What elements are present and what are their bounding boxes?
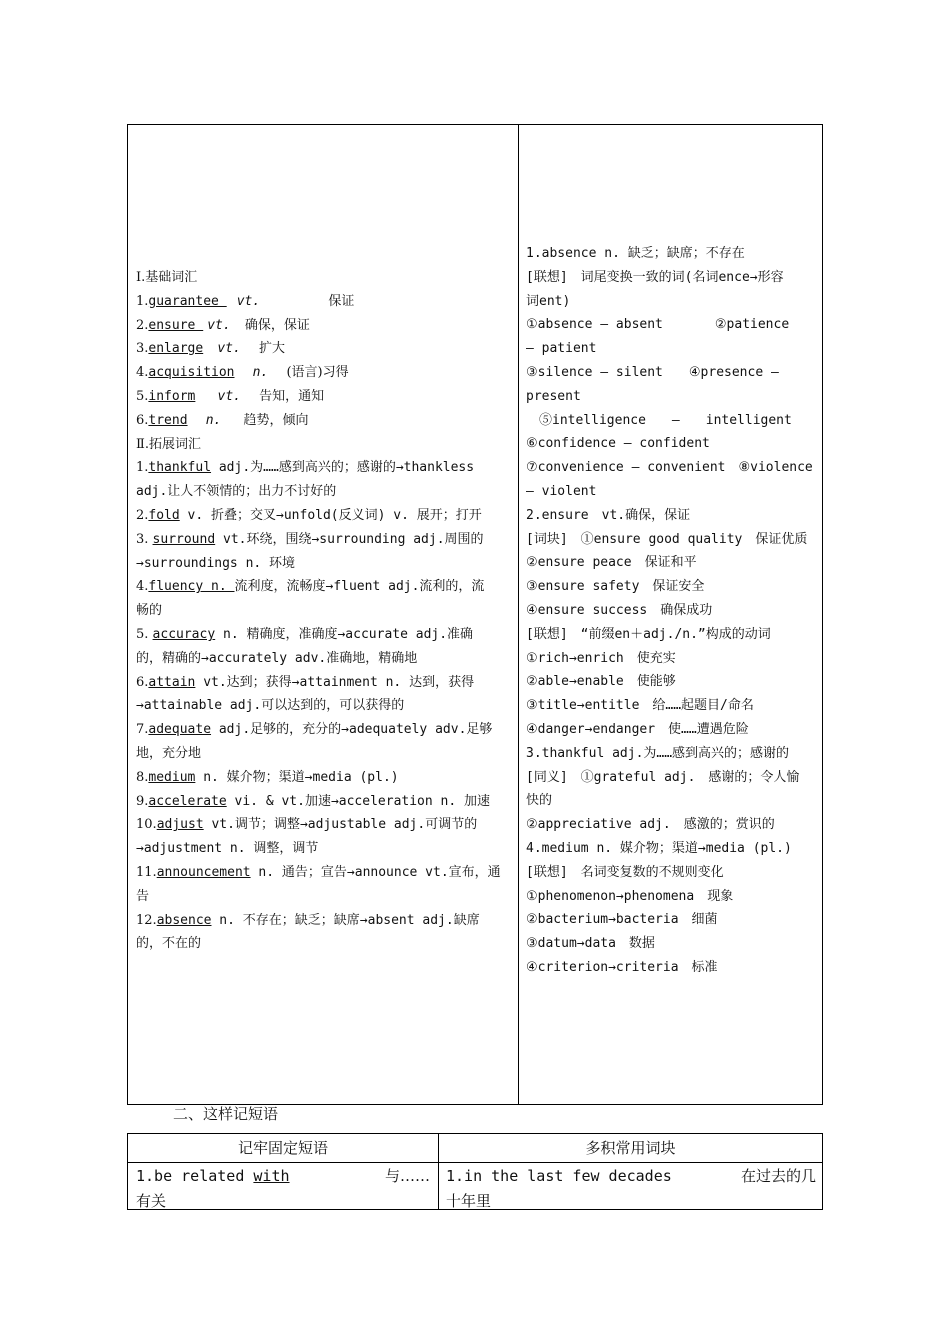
phrase-header-rule — [128, 1162, 822, 1163]
note-line: ⑥confidence — confident — [526, 436, 710, 452]
extended-word-item: 12.absence n. 不存在；缺乏；缺席→absent adj.缺席 的，不在的 — [136, 912, 480, 952]
basic-word-item: 5.inform vt. 告知，通知 — [136, 388, 325, 404]
note-line: ④ensure success 确保成功 — [526, 602, 713, 618]
note-line: ①phenomenon→phenomena 现象 — [526, 888, 734, 904]
basic-word-item: 3.enlarge vt. 扩大 — [136, 341, 285, 357]
note-line: ④danger→endanger 使……遭遇危险 — [526, 721, 749, 737]
right-column — [526, 242, 816, 980]
vocab-word: fold — [148, 507, 180, 523]
section-title: 二、这样记短语 — [173, 1105, 279, 1123]
extended-word-item: 10.adjust vt.调节；调整→adjustable adj.可调节的 →adjustment n. 调整，调节 — [136, 817, 478, 857]
basic-word-item: 4.acquisition n. (语言)习得 — [136, 365, 349, 381]
note-line: ②able→enable 使能够 — [526, 674, 676, 690]
vocabulary-table — [127, 124, 823, 1105]
note-line: ①absence — absent ②patience — [526, 317, 790, 333]
basic-word-item: 2.ensure vt. 确保，保证 — [136, 317, 310, 333]
vocab-word: surround — [152, 531, 216, 547]
extended-word-item: 11.announcement n. 通告；宣告→announce vt.宣布，通 告 — [136, 864, 501, 904]
note-line: 3.thankful adj.为……感到高兴的；感谢的 — [526, 745, 790, 761]
note-line: ①rich→enrich 使充实 — [526, 650, 676, 666]
extended-word-item: 5. accuracy n. 精确度，准确度→accurate adj.准确 的，精确的→accurately adv.准确地，精确地 — [136, 626, 474, 666]
note-line: ③title→entitle 给……起题目/命名 — [526, 698, 754, 714]
section-heading-extended: Ⅱ.拓展词汇 — [136, 436, 201, 452]
vocab-word: announcement — [156, 864, 251, 880]
note-line: — violent — [526, 483, 597, 499]
note-line: [同义] ①grateful adj. 感谢的；令人愉 — [526, 769, 800, 785]
extended-word-item: 6.attain vt.达到；获得→attainment n. 达到，获得 →attainable adj.可以达到的，可以获得的 — [136, 674, 475, 714]
extended-word-item: 1.thankful adj.为……感到高兴的；感谢的→thankless adj.让人不领情的；出力不讨好的 — [136, 460, 475, 500]
vocab-word: adjust — [156, 817, 204, 833]
vocab-word: medium — [148, 769, 196, 785]
note-line: [词块] ①ensure good quality 保证优质 — [526, 531, 808, 547]
note-line: [联想] 名词变复数的不规则变化 — [526, 864, 724, 880]
vocab-word: guarantee — [148, 293, 227, 309]
vocab-word: accuracy — [152, 626, 216, 642]
note-line: [联想] 词尾变换一致的词(名词ence→形容 — [526, 269, 784, 285]
extended-word-item: 4.fluency n. 流利度，流畅度→fluent adj.流利的，流 畅的 — [136, 579, 485, 619]
note-line: ②appreciative adj. 感激的；赏识的 — [526, 817, 775, 833]
note-line: ⑦convenience — convenient ⑧violence — [526, 460, 813, 476]
basic-word-item: 1.guarantee vt. 保证 — [136, 293, 355, 309]
note-line: 1.absence n. 缺乏；缺席；不存在 — [526, 246, 745, 261]
vocab-word: thankful — [148, 460, 212, 476]
note-line: 4.medium n. 媒介物；渠道→media (pl.) — [526, 840, 792, 856]
phrase-table — [127, 1133, 823, 1210]
vocab-word: fluency n. — [148, 579, 235, 595]
note-line: 快的 — [526, 793, 553, 809]
note-line: ②ensure peace 保证和平 — [526, 555, 697, 571]
note-line: [联想] “前缀en＋adj./n.”构成的动词 — [526, 626, 771, 642]
vocab-word: absence — [156, 912, 212, 928]
vocab-word: enlarge — [148, 341, 204, 357]
column-divider — [518, 125, 519, 1104]
note-line: present — [526, 388, 581, 404]
note-line: — patient — [526, 341, 597, 357]
note-line: ②bacterium→bacteria 细菌 — [526, 912, 718, 928]
extended-word-item: 8.medium n. 媒介物；渠道→media (pl.) — [136, 769, 399, 785]
note-line: ③silence — silent ④presence — — [526, 364, 779, 380]
phrase-header-chunks: 多积常用词块 — [585, 1139, 676, 1157]
extended-word-item: 2.fold v. 折叠；交叉→unfold(反义词) v. 展开；打开 — [136, 507, 482, 523]
extended-word-item: 3. surround vt.环绕，围绕→surrounding adj.周围的 →surroundings n. 环境 — [136, 531, 484, 571]
note-line: 词ent) — [526, 293, 571, 309]
left-column — [136, 266, 512, 956]
vocab-word: trend — [148, 412, 188, 428]
note-line: ③ensure safety 保证安全 — [526, 579, 705, 595]
extended-word-item: 9.accelerate vi. & vt.加速→acceleration n. 加速 — [136, 793, 491, 809]
section-heading-basic: Ⅰ.基础词汇 — [136, 270, 198, 285]
note-line: ⑤intelligence — intelligent — [526, 412, 792, 428]
vocab-word: adequate — [148, 722, 212, 738]
vocab-word: ensure — [148, 317, 204, 333]
phrase-cell-chunks: 1.in the last few decades 在过去的几 十年里 — [446, 1167, 816, 1210]
note-line: ④criterion→criteria 标准 — [526, 959, 718, 975]
note-line: ③datum→data 数据 — [526, 936, 655, 952]
basic-word-item: 6.trend n. 趋势，倾向 — [136, 412, 309, 428]
extended-word-item: 7.adequate adj.足够的，充分的→adequately adv.足够 地，充分地 — [136, 722, 493, 761]
vocab-word: acquisition — [148, 365, 235, 381]
phrase-header-fixed: 记牢固定短语 — [237, 1139, 328, 1157]
phrase-cell-fixed: 1.be related with 与…… 有关 — [136, 1167, 430, 1210]
vocab-word: accelerate — [148, 793, 227, 809]
vocab-word: inform — [148, 388, 196, 404]
note-line: 2.ensure vt.确保，保证 — [526, 507, 691, 523]
vocab-word: attain — [148, 674, 196, 690]
